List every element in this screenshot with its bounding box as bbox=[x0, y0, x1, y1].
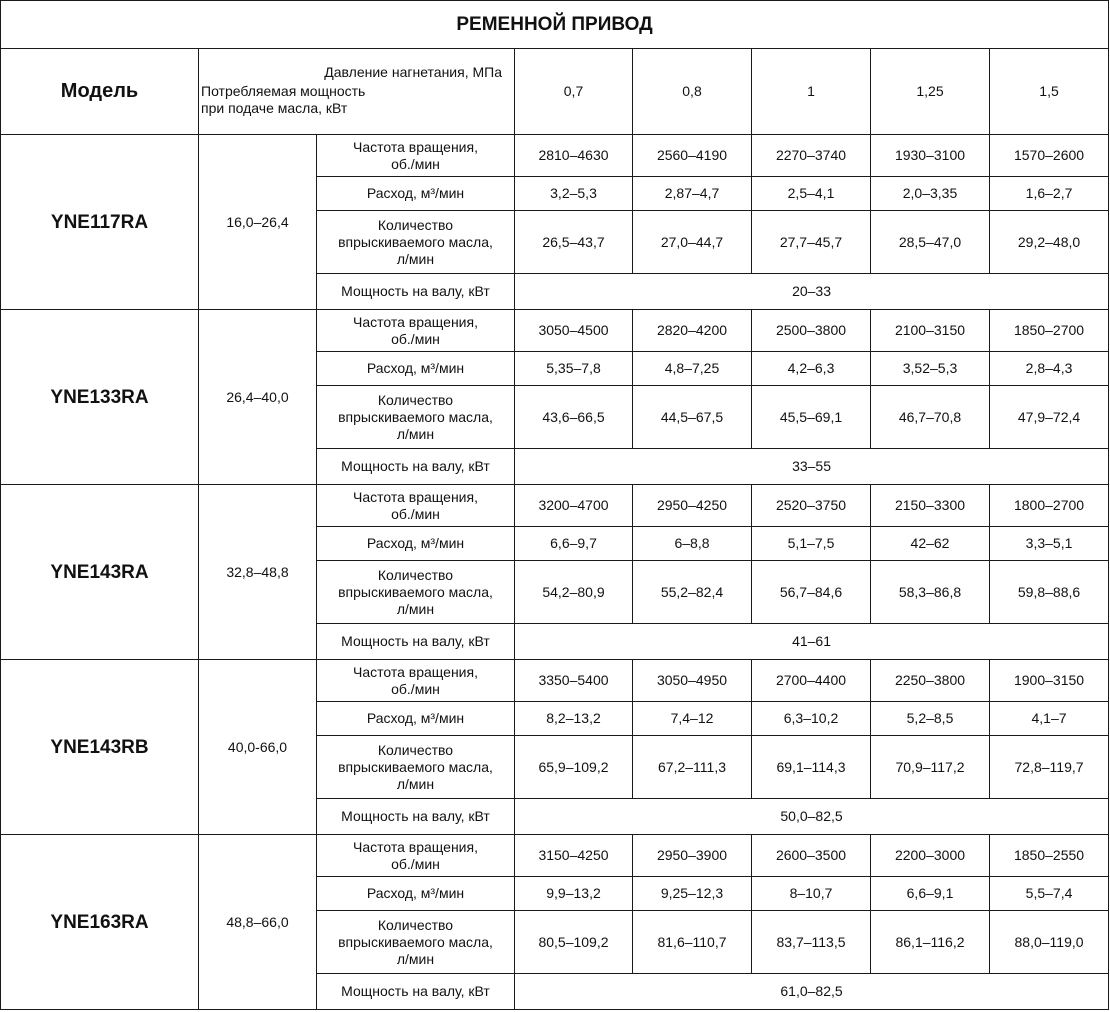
flow-value-1: 9,25–12,3 bbox=[633, 877, 752, 911]
oil-value-0: 26,5–43,7 bbox=[515, 211, 633, 274]
flow-value-0: 8,2–13,2 bbox=[515, 702, 633, 736]
speed-value-4: 1800–2700 bbox=[990, 485, 1109, 527]
speed-value-0: 3050–4500 bbox=[515, 310, 633, 352]
oil-value-2: 83,7–113,5 bbox=[752, 911, 871, 974]
flow-value-3: 3,52–5,3 bbox=[871, 352, 990, 386]
speed-value-2: 2600–3500 bbox=[752, 835, 871, 877]
speed-label: Частота вращения, об./мин bbox=[317, 660, 515, 702]
speed-value-1: 2950–4250 bbox=[633, 485, 752, 527]
flow-value-2: 6,3–10,2 bbox=[752, 702, 871, 736]
flow-value-1: 2,87–4,7 bbox=[633, 177, 752, 211]
power-range: 32,8–48,8 bbox=[199, 485, 317, 660]
flow-value-2: 5,1–7,5 bbox=[752, 527, 871, 561]
oil-value-1: 81,6–110,7 bbox=[633, 911, 752, 974]
oil-value-2: 45,5–69,1 bbox=[752, 386, 871, 449]
speed-value-4: 1850–2550 bbox=[990, 835, 1109, 877]
speed-value-1: 3050–4950 bbox=[633, 660, 752, 702]
oil-label: Количество впрыскиваемого масла, л/мин bbox=[317, 911, 515, 974]
flow-value-2: 8–10,7 bbox=[752, 877, 871, 911]
pressure-header-2: 1 bbox=[752, 49, 871, 135]
power-range: 16,0–26,4 bbox=[199, 135, 317, 310]
power-range: 48,8–66,0 bbox=[199, 835, 317, 1010]
speed-value-4: 1570–2600 bbox=[990, 135, 1109, 177]
flow-value-4: 5,5–7,4 bbox=[990, 877, 1109, 911]
pressure-header-3: 1,25 bbox=[871, 49, 990, 135]
speed-value-4: 1900–3150 bbox=[990, 660, 1109, 702]
speed-value-0: 3200–4700 bbox=[515, 485, 633, 527]
shaft-power-label: Мощность на валу, кВт bbox=[317, 799, 515, 835]
table-title: РЕМЕННОЙ ПРИВОД bbox=[1, 1, 1109, 49]
model-name: YNE143RB bbox=[1, 660, 199, 835]
speed-value-3: 2150–3300 bbox=[871, 485, 990, 527]
flow-value-3: 42–62 bbox=[871, 527, 990, 561]
pressure-header-1: 0,8 bbox=[633, 49, 752, 135]
model-name: YNE143RA bbox=[1, 485, 199, 660]
shaft-power-label: Мощность на валу, кВт bbox=[317, 974, 515, 1010]
flow-value-3: 6,6–9,1 bbox=[871, 877, 990, 911]
flow-value-0: 9,9–13,2 bbox=[515, 877, 633, 911]
shaft-power-value: 20–33 bbox=[515, 274, 1109, 310]
oil-label: Количество впрыскиваемого масла, л/мин bbox=[317, 736, 515, 799]
oil-value-2: 27,7–45,7 bbox=[752, 211, 871, 274]
oil-value-2: 69,1–114,3 bbox=[752, 736, 871, 799]
shaft-power-label: Мощность на валу, кВт bbox=[317, 449, 515, 485]
speed-value-4: 1850–2700 bbox=[990, 310, 1109, 352]
speed-value-3: 1930–3100 bbox=[871, 135, 990, 177]
model-name: YNE163RA bbox=[1, 835, 199, 1010]
oil-label: Количество впрыскиваемого масла, л/мин bbox=[317, 211, 515, 274]
flow-value-4: 1,6–2,7 bbox=[990, 177, 1109, 211]
oil-value-3: 46,7–70,8 bbox=[871, 386, 990, 449]
speed-value-3: 2200–3000 bbox=[871, 835, 990, 877]
model-row-speed bbox=[1, 135, 1109, 177]
oil-value-1: 67,2–111,3 bbox=[633, 736, 752, 799]
model-row-speed bbox=[1, 485, 1109, 527]
oil-value-1: 27,0–44,7 bbox=[633, 211, 752, 274]
oil-value-4: 88,0–119,0 bbox=[990, 911, 1109, 974]
oil-value-3: 58,3–86,8 bbox=[871, 561, 990, 624]
flow-value-3: 2,0–3,35 bbox=[871, 177, 990, 211]
oil-value-3: 70,9–117,2 bbox=[871, 736, 990, 799]
oil-value-0: 65,9–109,2 bbox=[515, 736, 633, 799]
pressure-label: Давление нагнетания, МПа bbox=[324, 64, 502, 80]
flow-label: Расход, м³/мин bbox=[317, 702, 515, 736]
flow-value-3: 5,2–8,5 bbox=[871, 702, 990, 736]
title-row bbox=[1, 1, 1109, 49]
flow-value-0: 6,6–9,7 bbox=[515, 527, 633, 561]
flow-label: Расход, м³/мин bbox=[317, 177, 515, 211]
power-range: 26,4–40,0 bbox=[199, 310, 317, 485]
model-row-speed bbox=[1, 310, 1109, 352]
oil-value-3: 28,5–47,0 bbox=[871, 211, 990, 274]
shaft-power-value: 41–61 bbox=[515, 624, 1109, 660]
model-row-speed bbox=[1, 835, 1109, 877]
oil-value-3: 86,1–116,2 bbox=[871, 911, 990, 974]
oil-value-4: 29,2–48,0 bbox=[990, 211, 1109, 274]
oil-value-0: 43,6–66,5 bbox=[515, 386, 633, 449]
speed-label: Частота вращения, об./мин bbox=[317, 135, 515, 177]
model-row-speed bbox=[1, 660, 1109, 702]
flow-label: Расход, м³/мин bbox=[317, 527, 515, 561]
shaft-power-label: Мощность на валу, кВт bbox=[317, 624, 515, 660]
speed-label: Частота вращения, об./мин bbox=[317, 485, 515, 527]
flow-value-4: 4,1–7 bbox=[990, 702, 1109, 736]
speed-label: Частота вращения, об./мин bbox=[317, 835, 515, 877]
shaft-power-value: 50,0–82,5 bbox=[515, 799, 1109, 835]
model-name: YNE117RA bbox=[1, 135, 199, 310]
shaft-power-value: 61,0–82,5 bbox=[515, 974, 1109, 1010]
flow-label: Расход, м³/мин bbox=[317, 352, 515, 386]
oil-value-4: 59,8–88,6 bbox=[990, 561, 1109, 624]
pressure-power-header bbox=[199, 49, 515, 135]
flow-value-0: 3,2–5,3 bbox=[515, 177, 633, 211]
oil-value-0: 54,2–80,9 bbox=[515, 561, 633, 624]
speed-value-3: 2100–3150 bbox=[871, 310, 990, 352]
model-column-header: Модель bbox=[1, 49, 199, 135]
speed-value-0: 2810–4630 bbox=[515, 135, 633, 177]
speed-value-1: 2950–3900 bbox=[633, 835, 752, 877]
shaft-power-value: 33–55 bbox=[515, 449, 1109, 485]
flow-value-2: 2,5–4,1 bbox=[752, 177, 871, 211]
flow-value-4: 3,3–5,1 bbox=[990, 527, 1109, 561]
flow-value-1: 4,8–7,25 bbox=[633, 352, 752, 386]
power-label: Потребляемая мощность при подаче масла, кВт bbox=[201, 83, 366, 116]
speed-value-2: 2500–3800 bbox=[752, 310, 871, 352]
oil-value-0: 80,5–109,2 bbox=[515, 911, 633, 974]
oil-value-4: 72,8–119,7 bbox=[990, 736, 1109, 799]
speed-value-1: 2820–4200 bbox=[633, 310, 752, 352]
speed-label: Частота вращения, об./мин bbox=[317, 310, 515, 352]
speed-value-2: 2270–3740 bbox=[752, 135, 871, 177]
speed-value-2: 2520–3750 bbox=[752, 485, 871, 527]
oil-label: Количество впрыскиваемого масла, л/мин bbox=[317, 386, 515, 449]
flow-label: Расход, м³/мин bbox=[317, 877, 515, 911]
flow-value-2: 4,2–6,3 bbox=[752, 352, 871, 386]
oil-value-1: 44,5–67,5 bbox=[633, 386, 752, 449]
speed-value-1: 2560–4190 bbox=[633, 135, 752, 177]
oil-value-1: 55,2–82,4 bbox=[633, 561, 752, 624]
oil-value-4: 47,9–72,4 bbox=[990, 386, 1109, 449]
oil-value-2: 56,7–84,6 bbox=[752, 561, 871, 624]
pressure-header-4: 1,5 bbox=[990, 49, 1109, 135]
header-row bbox=[1, 49, 1109, 135]
speed-value-0: 3350–5400 bbox=[515, 660, 633, 702]
power-range: 40,0-66,0 bbox=[199, 660, 317, 835]
pressure-header-0: 0,7 bbox=[515, 49, 633, 135]
oil-label: Количество впрыскиваемого масла, л/мин bbox=[317, 561, 515, 624]
flow-value-1: 6–8,8 bbox=[633, 527, 752, 561]
flow-value-4: 2,8–4,3 bbox=[990, 352, 1109, 386]
speed-value-2: 2700–4400 bbox=[752, 660, 871, 702]
speed-value-0: 3150–4250 bbox=[515, 835, 633, 877]
speed-value-3: 2250–3800 bbox=[871, 660, 990, 702]
flow-value-0: 5,35–7,8 bbox=[515, 352, 633, 386]
model-name: YNE133RA bbox=[1, 310, 199, 485]
flow-value-1: 7,4–12 bbox=[633, 702, 752, 736]
shaft-power-label: Мощность на валу, кВт bbox=[317, 274, 515, 310]
